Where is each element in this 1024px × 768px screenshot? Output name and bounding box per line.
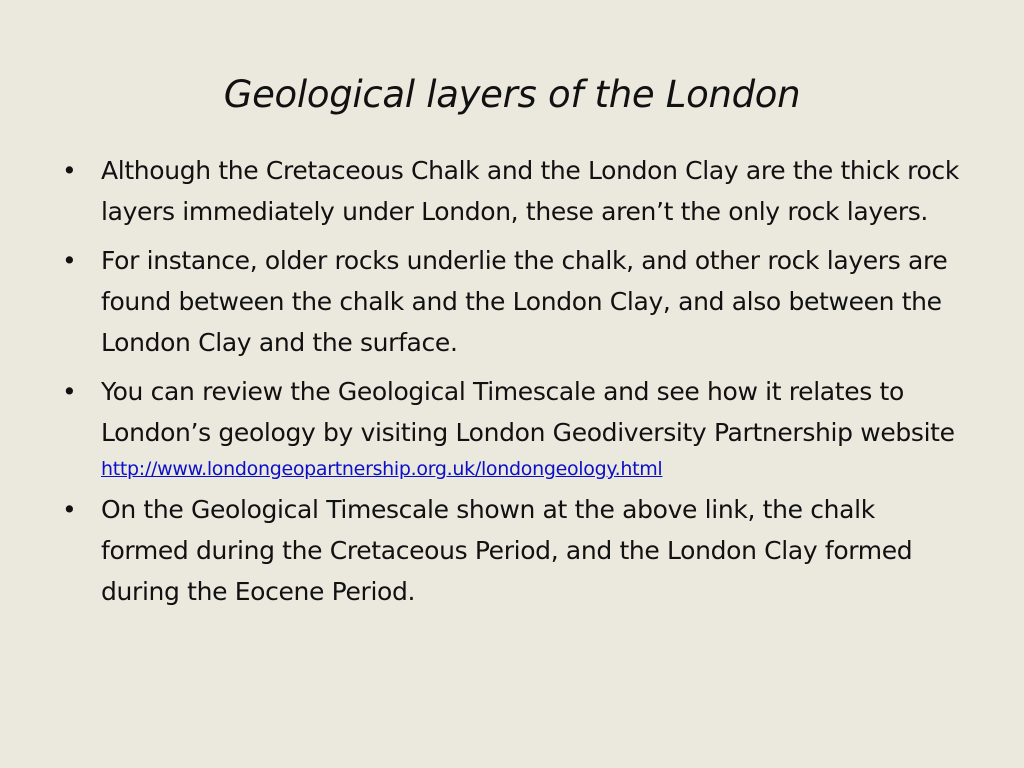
bullet-text: On the Geological Timescale shown at the above link, the chalk formed during the Cretaceous Period, and the London Clay formed during the Eocene Period. bbox=[101, 495, 913, 606]
bullet-text: For instance, older rocks underlie the chalk, and other rock layers are found between the chalk and the London Clay, and also between the London Clay and the surface. bbox=[101, 246, 948, 357]
bullet-item bbox=[60, 240, 960, 363]
bullet-text: You can review the Geological Timescale and see how it relates to London’s geology by visiting London Geodiversity Partnership website bbox=[101, 377, 955, 447]
bullet-item bbox=[60, 371, 960, 483]
bullet-list bbox=[60, 150, 960, 620]
bullet-item bbox=[60, 489, 960, 612]
bullet-icon: • bbox=[62, 156, 77, 185]
slide-title: Geological layers of the London bbox=[223, 73, 801, 116]
geopartnership-link[interactable]: http://www.londongeopartnership.org.uk/londongeology.html bbox=[101, 458, 663, 480]
bullet-icon: • bbox=[62, 495, 77, 524]
bullet-text: Although the Cretaceous Chalk and the London Clay are the thick rock layers immediately under London, these aren’t the only rock layers. bbox=[101, 156, 959, 226]
bullet-icon: • bbox=[62, 377, 77, 406]
bullet-item bbox=[60, 150, 960, 232]
bullet-icon: • bbox=[62, 246, 77, 275]
link-line bbox=[101, 455, 960, 483]
